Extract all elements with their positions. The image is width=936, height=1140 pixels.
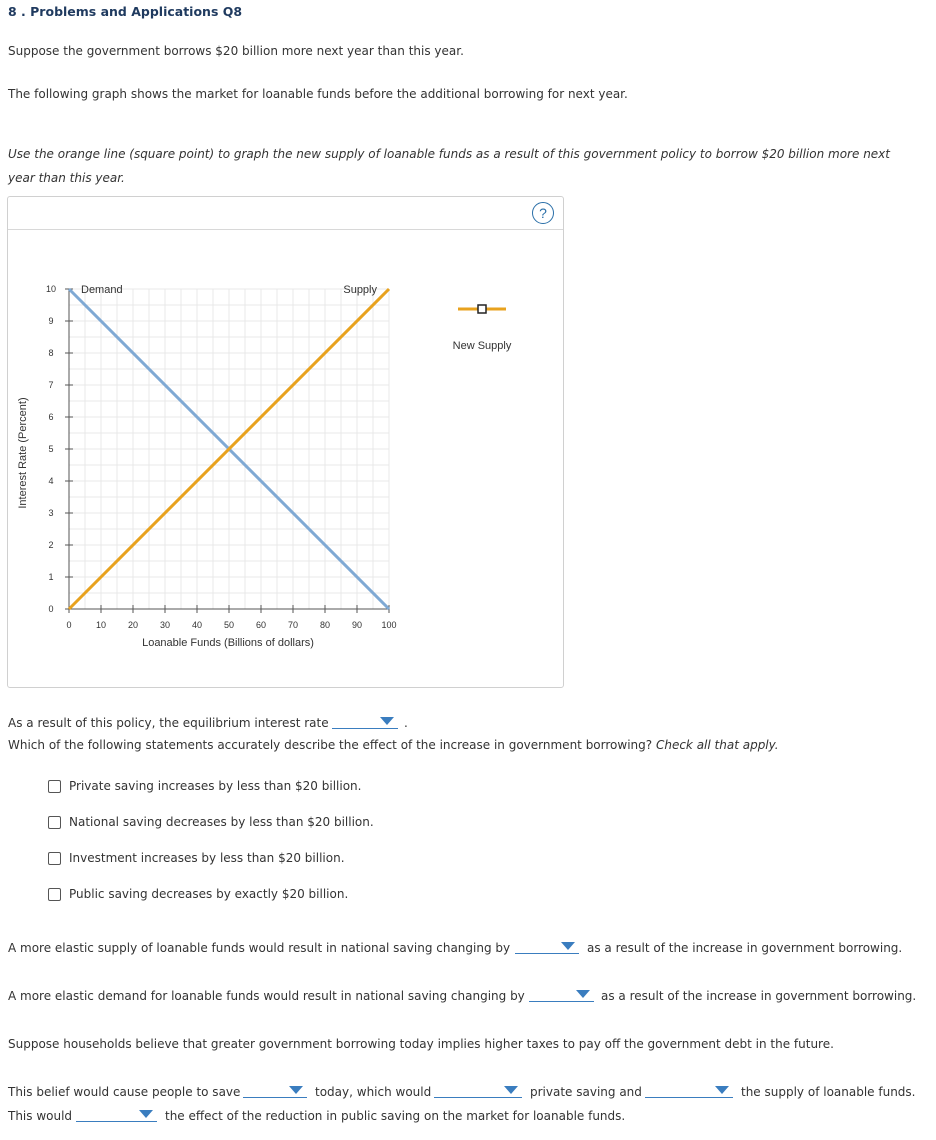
dropdown-arrow-icon	[715, 1086, 729, 1094]
intro-paragraph-1: Suppose the government borrows $20 billion more next year than this year.	[8, 44, 464, 58]
y-tick-label: 6	[48, 412, 54, 422]
x-tick-label: 100	[381, 620, 397, 630]
y-tick-label: 9	[48, 316, 54, 326]
checkbox-option-1[interactable]	[48, 779, 361, 793]
instruction-line-2: year than this year.	[8, 171, 125, 185]
q2-hint: Check all that apply.	[655, 738, 779, 752]
dropdown-arrow-icon	[561, 942, 575, 950]
dropdown-arrow-icon	[380, 717, 394, 725]
y-tick-label: 3	[48, 508, 54, 518]
y-tick-label: 1	[48, 572, 54, 582]
q1-period: .	[404, 716, 408, 730]
help-icon[interactable]: ?	[532, 202, 554, 224]
would-text-b: the effect of the reduction in public saving on the market for loanable funds.	[165, 1109, 626, 1123]
square-point-icon	[478, 305, 486, 313]
q1-text: As a result of this policy, the equilibrium interest rate	[8, 716, 329, 730]
x-axis-label: Loanable Funds (Billions of dollars)	[142, 637, 314, 649]
checkbox-option-3[interactable]	[48, 851, 345, 865]
x-tick-label: 50	[223, 620, 235, 630]
elastic-supply-suffix: as a result of the increase in government borrowing.	[587, 941, 903, 955]
belief-text-d: the supply of loanable funds.	[741, 1085, 916, 1099]
x-tick-label: 40	[191, 620, 203, 630]
instruction-line-1: Use the orange line (square point) to graph the new supply of loanable funds as a result of this government policy to borrow $20 billion more next	[8, 147, 890, 161]
checkbox-label: Investment increases by less than $20 billion.	[69, 851, 345, 865]
new-supply-legend-label: New Supply	[452, 340, 512, 352]
y-tick-label: 8	[48, 348, 54, 358]
x-tick-label: 30	[159, 620, 171, 630]
graph-panel	[7, 196, 564, 688]
y-tick-label: 4	[48, 476, 54, 486]
checkbox[interactable]	[48, 816, 61, 829]
new-supply-legend-tool[interactable]	[453, 305, 512, 352]
effect-dropdown[interactable]	[76, 1107, 157, 1122]
interest-rate-dropdown[interactable]	[332, 714, 398, 729]
supply-curve-label: Supply	[343, 284, 377, 296]
x-tick-label: 10	[95, 620, 107, 630]
x-tick-label: 70	[287, 620, 299, 630]
checkbox-option-2[interactable]	[48, 815, 374, 829]
elastic-supply-text: A more elastic supply of loanable funds would result in national saving changing by	[8, 941, 511, 955]
elastic-supply-dropdown[interactable]	[515, 939, 579, 954]
belief-text-a: This belief would cause people to save	[8, 1085, 241, 1099]
elastic-demand-text: A more elastic demand for loanable funds would result in national saving changing by	[8, 989, 525, 1003]
y-tick-label: 0	[48, 604, 54, 614]
y-tick-label: 2	[48, 540, 54, 550]
households-text: Suppose households believe that greater government borrowing today implies higher taxes to pay off the government debt in the future.	[8, 1037, 834, 1051]
belief-text-b: today, which would	[315, 1085, 432, 1099]
private-saving-dropdown[interactable]	[434, 1083, 522, 1098]
x-tick-label: 0	[66, 620, 72, 630]
would-text-a: This would	[8, 1109, 73, 1123]
q2-text: Which of the following statements accurately describe the effect of the increase in government borrowing? Check all that apply.	[8, 738, 779, 752]
x-tick-label: 60	[255, 620, 267, 630]
y-tick-label: 10	[45, 284, 57, 294]
y-axis-label: Interest Rate (Percent)	[17, 397, 29, 509]
supply-dropdown[interactable]	[645, 1083, 733, 1098]
x-tick-label: 20	[127, 620, 139, 630]
elastic-demand-suffix: as a result of the increase in government borrowing.	[601, 989, 917, 1003]
belief-text-c: private saving and	[530, 1085, 642, 1099]
dropdown-arrow-icon	[576, 990, 590, 998]
x-tick-label: 80	[319, 620, 331, 630]
checkbox-label: National saving decreases by less than $20 billion.	[69, 815, 374, 829]
x-tick-label: 90	[351, 620, 363, 630]
checkbox-label: Public saving decreases by exactly $20 billion.	[69, 887, 349, 901]
intro-paragraph-2: The following graph shows the market for loanable funds before the additional borrowing for next year.	[8, 87, 628, 101]
checkbox-option-4[interactable]	[48, 887, 348, 901]
loanable-funds-chart[interactable]	[8, 197, 563, 687]
save-dropdown[interactable]	[243, 1083, 307, 1098]
elastic-demand-dropdown[interactable]	[529, 987, 594, 1002]
dropdown-arrow-icon	[289, 1086, 303, 1094]
y-tick-label: 7	[48, 380, 54, 390]
checkbox[interactable]	[48, 780, 61, 793]
checkbox[interactable]	[48, 852, 61, 865]
demand-curve-label: Demand	[81, 284, 123, 296]
dropdown-arrow-icon	[139, 1110, 153, 1118]
checkbox[interactable]	[48, 888, 61, 901]
dropdown-arrow-icon	[504, 1086, 518, 1094]
checkbox-label: Private saving increases by less than $20 billion.	[69, 779, 362, 793]
y-tick-label: 5	[48, 444, 54, 454]
question-title: 8 . Problems and Applications Q8	[8, 4, 243, 19]
